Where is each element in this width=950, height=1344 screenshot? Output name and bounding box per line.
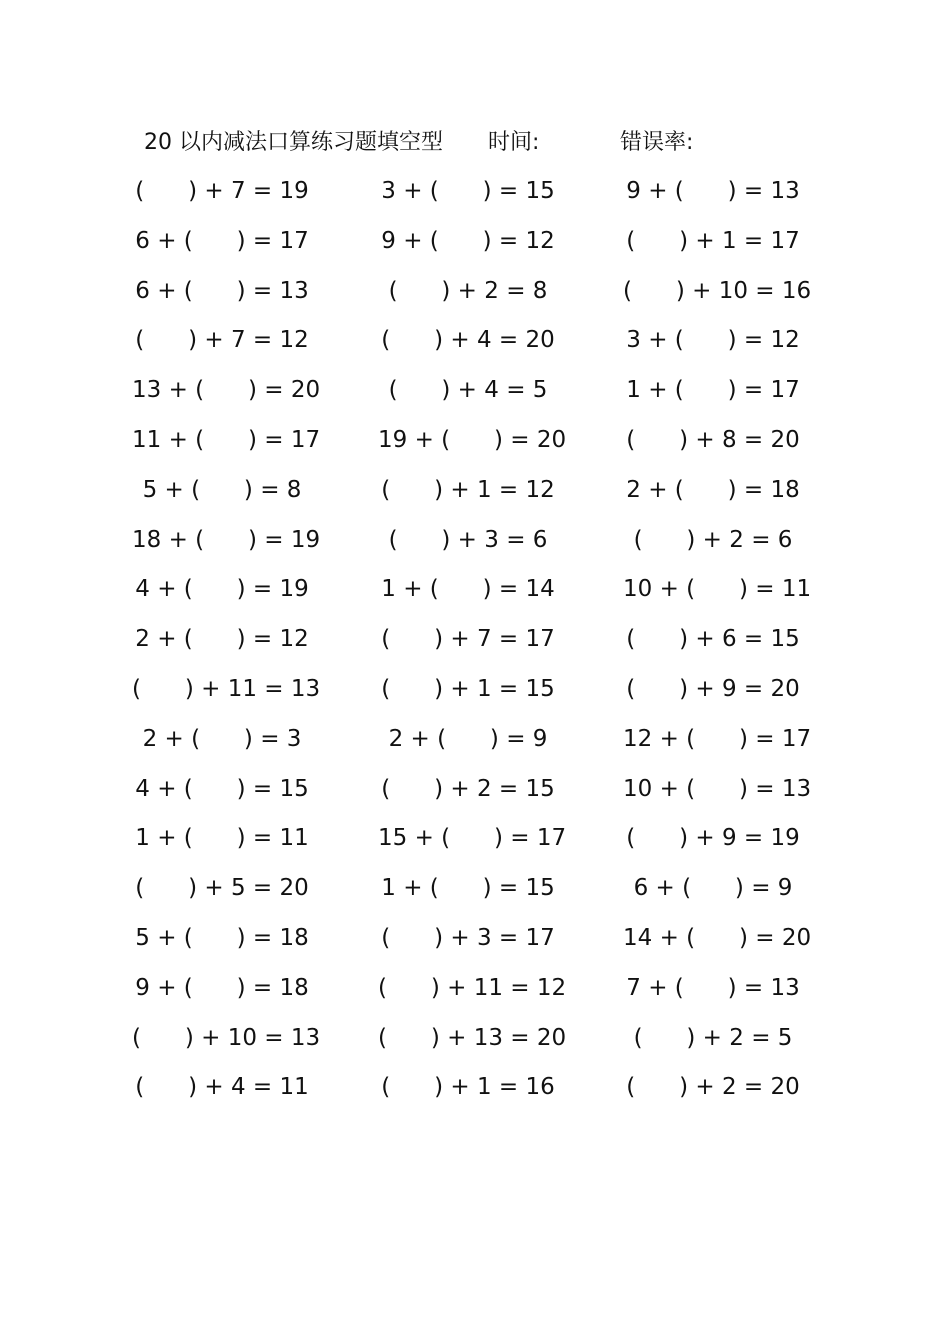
problem-row [0, 971, 950, 1021]
problem-item: 1 + ( ) = 11 [135, 825, 309, 852]
problem-item: 15 + ( ) = 17 [378, 825, 567, 852]
problem-row [0, 224, 950, 274]
problem-item: 9 + ( ) = 12 [381, 227, 555, 254]
problem-item: ( ) + 2 = 5 [633, 1024, 793, 1051]
problem-item: ( ) + 9 = 19 [626, 825, 800, 852]
problem-row [0, 423, 950, 473]
worksheet-header [0, 126, 950, 160]
problem-item: ( ) + 6 = 15 [626, 626, 800, 653]
problem-row [0, 921, 950, 971]
problem-item: 5 + ( ) = 18 [135, 924, 309, 951]
problem-row [0, 1021, 950, 1071]
problem-item: ( ) + 8 = 20 [626, 426, 800, 453]
problem-item: ( ) + 4 = 20 [381, 327, 555, 354]
problem-item: 6 + ( ) = 9 [633, 875, 793, 902]
problem-item: ( ) + 1 = 12 [381, 476, 555, 503]
problem-item: ( ) + 2 = 15 [381, 775, 555, 802]
problem-item: 19 + ( ) = 20 [378, 426, 567, 453]
problem-item: ( ) + 7 = 19 [135, 178, 309, 204]
problem-item: ( ) + 9 = 20 [626, 675, 800, 702]
problem-row [0, 722, 950, 772]
problem-row [0, 772, 950, 822]
problem-row [0, 274, 950, 324]
problem-item: ( ) + 10 = 16 [623, 277, 812, 304]
problem-item: ( ) + 1 = 17 [626, 227, 800, 254]
problem-item: ( ) + 7 = 12 [135, 327, 309, 354]
problem-row [0, 473, 950, 523]
problem-item: 3 + ( ) = 15 [381, 178, 555, 204]
problem-row [0, 622, 950, 672]
problem-grid [0, 174, 950, 1120]
problem-item: ( ) + 13 = 20 [378, 1024, 567, 1051]
problem-item: 5 + ( ) = 8 [142, 476, 302, 503]
problem-item: ( ) + 11 = 12 [378, 974, 567, 1001]
time-label: 时间: [488, 130, 540, 155]
error-rate-label: 错误率: [620, 130, 694, 155]
problem-item: 6 + ( ) = 17 [135, 227, 309, 254]
problem-item: 2 + ( ) = 18 [626, 476, 800, 503]
problem-item: 3 + ( ) = 12 [626, 327, 800, 354]
problem-item: ( ) + 11 = 13 [132, 675, 321, 702]
worksheet-title: 20 以内减法口算练习题填空型 [144, 130, 443, 155]
problem-row [0, 871, 950, 921]
problem-item: 18 + ( ) = 19 [132, 526, 321, 553]
problem-row [0, 174, 950, 224]
problem-item: 1 + ( ) = 14 [381, 576, 555, 603]
problem-item: ( ) + 1 = 15 [381, 675, 555, 702]
problem-item: 9 + ( ) = 18 [135, 974, 309, 1001]
problem-item: ( ) + 2 = 20 [626, 1074, 800, 1101]
problem-item: 1 + ( ) = 15 [381, 875, 555, 902]
problem-item: ( ) + 7 = 17 [381, 626, 555, 653]
problem-item: 1 + ( ) = 17 [626, 377, 800, 404]
problem-item: ( ) + 4 = 5 [388, 377, 548, 404]
problem-item: ( ) + 10 = 13 [132, 1024, 321, 1051]
problem-row [0, 672, 950, 722]
problem-item: ( ) + 5 = 20 [135, 875, 309, 902]
problem-item: ( ) + 4 = 11 [135, 1074, 309, 1101]
problem-item: ( ) + 3 = 6 [388, 526, 548, 553]
problem-row [0, 323, 950, 373]
problem-item: 4 + ( ) = 19 [135, 576, 309, 603]
problem-row [0, 821, 950, 871]
problem-item: 9 + ( ) = 13 [626, 178, 800, 204]
problem-item: 2 + ( ) = 12 [135, 626, 309, 653]
problem-item: ( ) + 2 = 8 [388, 277, 548, 304]
problem-row [0, 1070, 950, 1120]
problem-item: 4 + ( ) = 15 [135, 775, 309, 802]
problem-item: ( ) + 3 = 17 [381, 924, 555, 951]
problem-item: 10 + ( ) = 11 [623, 576, 812, 603]
problem-item: 13 + ( ) = 20 [132, 377, 321, 404]
problem-item: 11 + ( ) = 17 [132, 426, 321, 453]
problem-item: 10 + ( ) = 13 [623, 775, 812, 802]
problem-item: 6 + ( ) = 13 [135, 277, 309, 304]
problem-row [0, 523, 950, 573]
problem-item: 14 + ( ) = 20 [623, 924, 812, 951]
problem-item: 7 + ( ) = 13 [626, 974, 800, 1001]
problem-item: 2 + ( ) = 3 [142, 725, 302, 752]
problem-item: ( ) + 1 = 16 [381, 1074, 555, 1101]
problem-item: 12 + ( ) = 17 [623, 725, 812, 752]
problem-item: 2 + ( ) = 9 [388, 725, 548, 752]
problem-row [0, 373, 950, 423]
problem-row [0, 572, 950, 622]
problem-item: ( ) + 2 = 6 [633, 526, 793, 553]
